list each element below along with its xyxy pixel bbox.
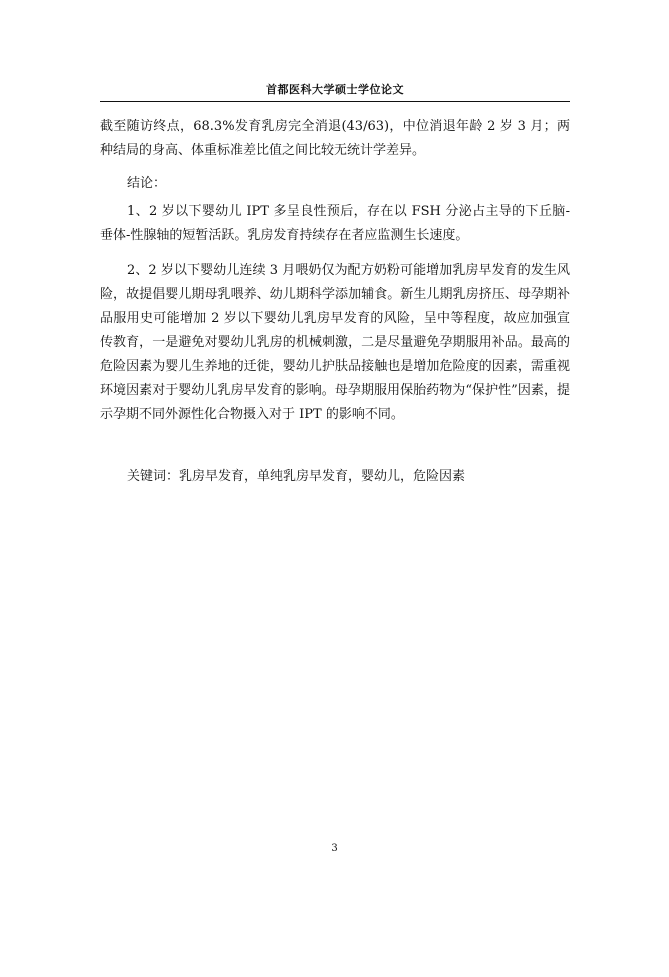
keywords-line: 关键词：乳房早发育，单纯乳房早发育，婴幼儿，危险因素 <box>127 469 466 484</box>
paragraph-results-end: 截至随访终点，68.3%发育乳房完全消退(43/63)，中位消退年龄 2 岁 3 月；两种结局的身高、体重标准差比值之间比较无统计学差异。 <box>100 119 570 158</box>
page-number: 3 <box>331 843 338 854</box>
header-rule <box>100 101 570 102</box>
paragraph-conclusion-1: 1、2 岁以下婴幼儿 IPT 多呈良性预后，存在以 FSH 分泌占主导的下丘脑-垂体-性腺轴的短暂活跃。乳房发育持续存在者应监测生长速度。 <box>100 204 570 243</box>
paragraph-conclusion-2: 2、2 岁以下婴幼儿连续 3 月喂奶仅为配方奶粉可能增加乳房早发育的发生风险，故提倡婴儿期母乳喂养、幼儿期科学添加辅食。新生儿期乳房挤压、母孕期补品服用史可能增加 2 岁以下婴幼儿乳房早发育的风险，呈中等程度，故应加强宣传教育，一是避免对婴幼儿乳房的机械刺激，二是尽量避免孕期服用补品。最高的危险因素为婴儿生养地的迁徙，婴幼儿护肤品接触也是增加危险度的因素，需重视环境因素对于婴幼儿乳房早发育的影响。母孕期服用保胎药物为“保护性”因素，提示孕期不同外源性化合物摄入对于 IPT 的影响不同。 <box>100 263 570 422</box>
running-header: 首都医科大学硕士学位论文 <box>266 83 404 96</box>
conclusion-heading: 结论： <box>127 176 167 191</box>
